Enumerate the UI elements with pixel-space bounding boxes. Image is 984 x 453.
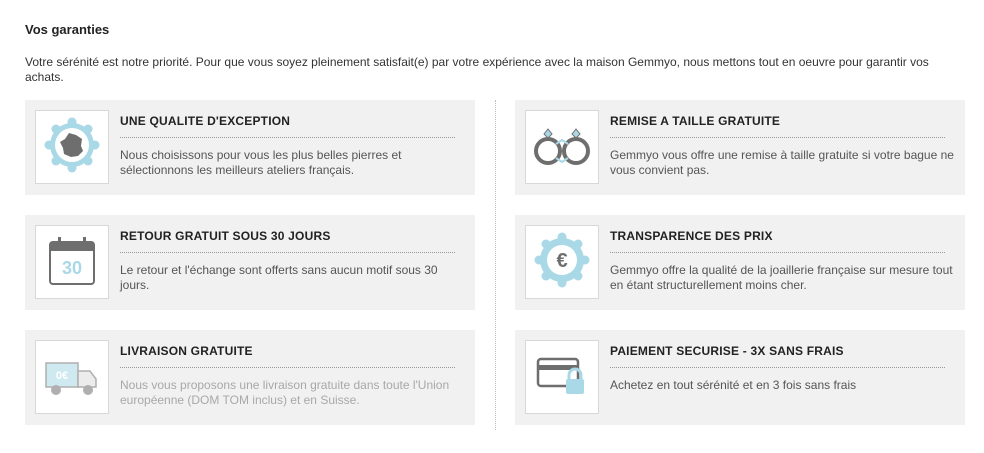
section-title: Vos garanties <box>25 22 110 37</box>
guarantee-card-resizing <box>515 100 965 195</box>
calendar-number: 30 <box>61 258 83 278</box>
euro-symbol: € <box>556 250 568 272</box>
calendar-icon <box>35 225 109 299</box>
card-separator <box>610 252 945 253</box>
card-separator <box>610 137 945 138</box>
card-separator <box>610 367 945 368</box>
card-text: Le retour et l'échange sont offerts sans aucun motif sous 30 jours. <box>120 263 438 292</box>
delivery-truck-icon <box>35 340 109 414</box>
section-intro: Votre sérénité est notre priorité. Pour que vous soyez pleinement satisfait(e) par votre expérience avec la maison Gemmyo, nous mettons tout en oeuvre pour garantir vos achats. <box>25 55 929 84</box>
card-text: Gemmyo vous offre une remise à taille gratuite si votre bague ne vous convient pas. <box>610 148 954 177</box>
card-title: LIVRAISON GRATUITE <box>120 344 253 358</box>
secure-card-lock-icon <box>525 340 599 414</box>
euro-badge-icon <box>525 225 599 299</box>
guarantee-card-quality <box>25 100 475 195</box>
card-text: Achetez en tout sérénité et en 3 fois sans frais <box>610 378 857 392</box>
rings-icon <box>525 110 599 184</box>
card-separator <box>120 252 455 253</box>
guarantee-card-pricing <box>515 215 965 310</box>
card-separator <box>120 137 455 138</box>
card-title: PAIEMENT SECURISE - 3X SANS FRAIS <box>610 344 844 358</box>
card-text: Nous choisissons pour vous les plus belles pierres et sélectionnons les meilleurs ateliers français. <box>120 148 402 177</box>
guarantee-card-payment <box>515 330 965 425</box>
card-separator <box>120 367 455 368</box>
column-divider <box>495 100 496 430</box>
truck-label: 0€ <box>55 370 69 382</box>
card-text: Gemmyo offre la qualité de la joaillerie française sur mesure tout en étant structurellement moins cher. <box>610 263 953 292</box>
card-title: TRANSPARENCE DES PRIX <box>610 229 773 243</box>
card-title: UNE QUALITE D'EXCEPTION <box>120 114 291 128</box>
guarantee-card-delivery <box>25 330 475 425</box>
card-text: Nous vous proposons une livraison gratuite dans toute l'Union européenne (DOM TOM inclus) et en Suisse. <box>120 378 450 407</box>
card-title: RETOUR GRATUIT SOUS 30 JOURS <box>120 229 331 243</box>
card-title: REMISE A TAILLE GRATUITE <box>610 114 781 128</box>
guarantee-card-returns <box>25 215 475 310</box>
france-map-badge-icon <box>35 110 109 184</box>
